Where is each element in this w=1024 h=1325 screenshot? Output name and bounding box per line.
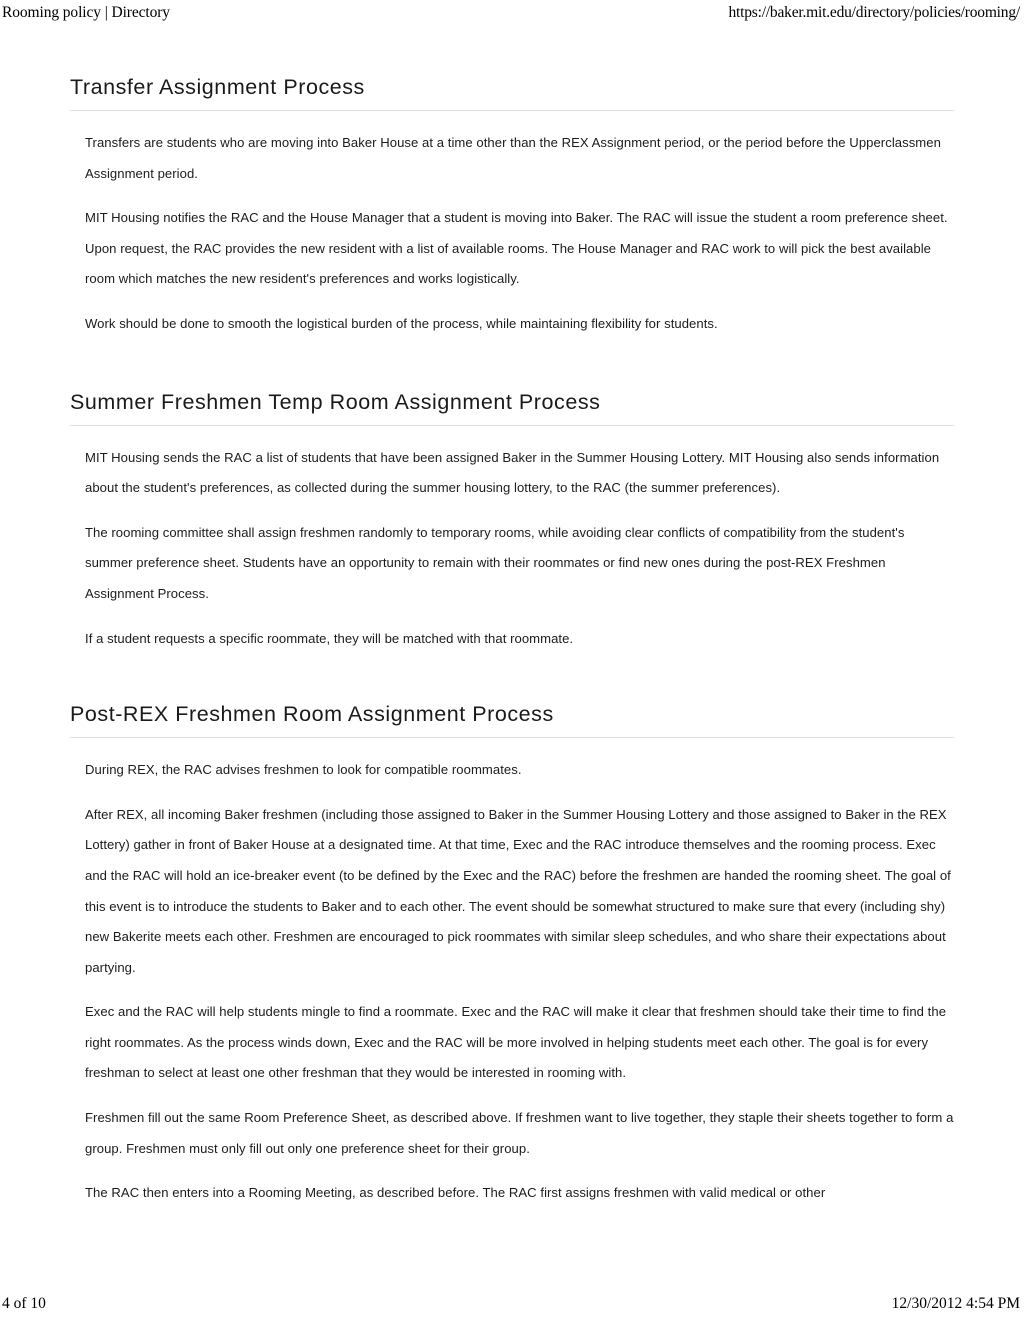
paragraph: Freshmen fill out the same Room Preference Sheet, as described above. If freshmen want to live together, they staple their sheets together to form a group. Freshmen must only fill out only one preference sheet for their group.	[85, 1110, 954, 1156]
paragraph: Transfers are students who are moving into Baker House at a time other than the REX Assignment period, or the period before the Upperclassmen Assignment period.	[85, 135, 941, 181]
paragraph: If a student requests a specific roommate, they will be matched with that roommate.	[85, 630, 574, 646]
paragraph: MIT Housing sends the RAC a list of students that have been assigned Baker in the Summer Housing Lottery. MIT Housing also sends information about the student's preferences, as collected during the summer housing lottery, to the RAC (the summer preferences).	[85, 449, 940, 496]
print-header	[0, 4, 1024, 26]
paragraph: Work should be done to smooth the logistical burden of the process, while maintaining flexibility for students.	[85, 315, 718, 331]
paragraph: The RAC then enters into a Rooming Meeting, as described before. The RAC first assigns freshmen with valid medical or other	[85, 1185, 826, 1201]
paragraph: MIT Housing notifies the RAC and the House Manager that a student is moving into Baker. The RAC will issue the student a room preference sheet. Upon request, the RAC provides the new resident with a list of available rooms. The House Manager and RAC work to will pick the best available room which matches the new resident's preferences and works logistically.	[85, 210, 948, 287]
section-body	[70, 426, 954, 655]
section-body	[70, 738, 954, 1209]
paragraph: Exec and the RAC will help students mingle to find a roommate. Exec and the RAC will make it clear that freshmen should take their time to find the right roommates. As the process winds down, Exec and the RAC will be more involved in helping students meet each other. The goal is for every freshman to select at least one other freshman that they would be interested in rooming with.	[85, 1004, 947, 1081]
section-body	[70, 111, 954, 340]
print-header-url: https://baker.mit.edu/directory/policies/rooming/	[728, 4, 1020, 21]
paragraph: After REX, all incoming Baker freshmen (including those assigned to Baker in the Summer Housing Lottery and those assigned to Baker in the REX Lottery) gather in front of Baker House at a designated time. At that time, Exec and the RAC introduce themselves and the rooming process. Exec and the RAC will hold an ice-breaker event (to be defined by the Exec and the RAC) before the freshmen are handed the rooming sheet. The goal of this event is to introduce the students to Baker and to each other. The event should be somewhat structured to make sure that every (including shy) new Bakerite meets each other. Freshmen are encouraged to pick roommates with similar sleep schedules, and who share their expectations about partying.	[85, 806, 951, 975]
document-content	[70, 74, 954, 1209]
section-transfer-assignment-process	[70, 74, 954, 340]
section-heading: Transfer Assignment Process	[70, 74, 954, 111]
section-heading: Summer Freshmen Temp Room Assignment Process	[70, 389, 954, 426]
print-timestamp: 12/30/2012 4:54 PM	[891, 1295, 1020, 1312]
section-post-rex-freshmen-room-assignment-process	[70, 701, 954, 1209]
print-footer	[0, 1291, 1024, 1313]
paragraph: During REX, the RAC advises freshmen to look for compatible roommates.	[85, 762, 522, 778]
section-heading: Post-REX Freshmen Room Assignment Process	[70, 701, 954, 738]
print-header-title: Rooming policy | Directory	[2, 4, 170, 21]
paragraph: The rooming committee shall assign freshmen randomly to temporary rooms, while avoiding clear conflicts of compatibility from the student's summer preference sheet. Students have an opportunity to remain with their roommates or find new ones during the post-REX Freshmen Assignment Process.	[85, 524, 905, 601]
section-summer-freshmen-temp-room-assignment-process	[70, 389, 954, 655]
page-number: 4 of 10	[2, 1295, 46, 1312]
